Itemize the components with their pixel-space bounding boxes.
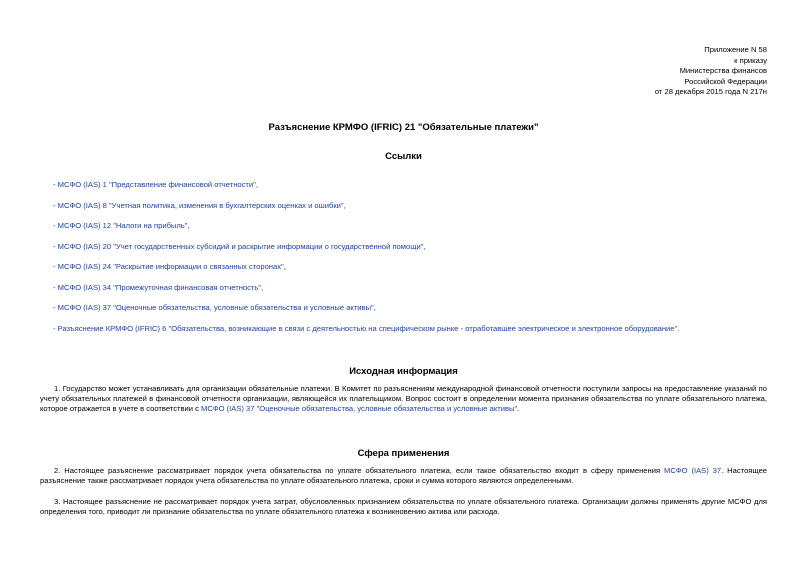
reference-item[interactable] [53, 180, 258, 189]
links-heading: Ссылки [385, 151, 422, 162]
appendix-line: к приказу [734, 55, 767, 65]
document-title: Разъяснение КРМФО (IFRIC) 21 "Обязательные платежи" [268, 122, 539, 133]
appendix-line: Российской Федерации [684, 76, 767, 86]
scope-heading: Сфера применения [357, 448, 450, 459]
appendix-block [655, 45, 767, 98]
appendix-line: Приложение N 58 [704, 45, 767, 54]
ias37-link[interactable]: МСФО (IAS) 37 [664, 466, 722, 475]
reference-link[interactable]: - Разъяснение КРМФО (IFRIC) 6 "Обязательства, возникающие в связи с деятельностью на специфическом рынке - отработавшее электрическое и электронное оборудование". [53, 323, 680, 333]
reference-link[interactable]: - МСФО (IAS) 34 "Промежуточная финансовая отчетность", [53, 282, 264, 292]
appendix-line: Министерства финансов [679, 66, 767, 76]
reference-item[interactable] [53, 303, 376, 312]
reference-item[interactable] [53, 221, 190, 230]
reference-link[interactable]: - МСФО (IAS) 24 "Раскрытие информации о связанных сторонах", [53, 262, 286, 271]
paragraph-1 [40, 384, 767, 414]
paragraph-text: 1. Государство может устанавливать для организации обязательные платежи. В Комитет по разъяснениям международной финансовой отчетности поступили запросы на предоставление указаний по учету обязательных платежей в финансовой отчетности организации, являющейся их плательщиком. Вопрос состоит в определении момента признания обязательства по уплате обязательного платежа, которое отражается в учете в соответствии с [40, 384, 767, 413]
reference-item[interactable] [53, 242, 426, 251]
paragraph-3: 3. Настоящее разъяснение не рассматривает порядок учета затрат, обусловленных признанием обязательства по уплате обязательного платежа. Организации должны применять другие МСФО для определения того, приводит ли признание обязательства по уплате обязательного платежа к возникновению актива или расхода. [40, 497, 767, 516]
paragraph-2 [40, 466, 767, 486]
paragraph-text: 2. Настоящее разъяснение рассматривает порядок учета обязательства по уплате обязательного платежа, если такое обязательство входит в сферу применения [54, 466, 665, 475]
reference-link[interactable]: - МСФО (IAS) 8 "Учетная политика, изменения в бухгалтерских оценках и ошибки", [53, 200, 346, 210]
reference-link[interactable]: - МСФО (IAS) 37 "Оценочные обязательства, условные обязательства и условные активы", [53, 303, 376, 312]
reference-link[interactable]: - МСФО (IAS) 12 "Налоги на прибыль", [53, 221, 190, 230]
reference-item[interactable] [53, 262, 286, 271]
reference-item[interactable] [53, 283, 263, 292]
reference-item[interactable] [53, 324, 679, 333]
reference-item[interactable] [53, 201, 346, 210]
source-info-heading: Исходная информация [349, 366, 458, 377]
ias37-link[interactable]: МСФО (IAS) 37 "Оценочные обязательства, условные обязательства и условные активы" [201, 404, 518, 413]
appendix-line: от 28 декабря 2015 года N 217н [654, 87, 767, 97]
reference-link[interactable]: - МСФО (IAS) 1 "Представление финансовой отчетности", [53, 180, 258, 189]
reference-link[interactable]: - МСФО (IAS) 20 "Учет государственных субсидий и раскрытие информации о государственной помощи", [53, 241, 426, 251]
paragraph-end: . Настоящее разъяснение также рассматривает порядок учета обязательства по уплате обязательного платежа, сроки и сумма которого являются определенными. [40, 466, 768, 485]
paragraph-end: . [517, 404, 520, 413]
